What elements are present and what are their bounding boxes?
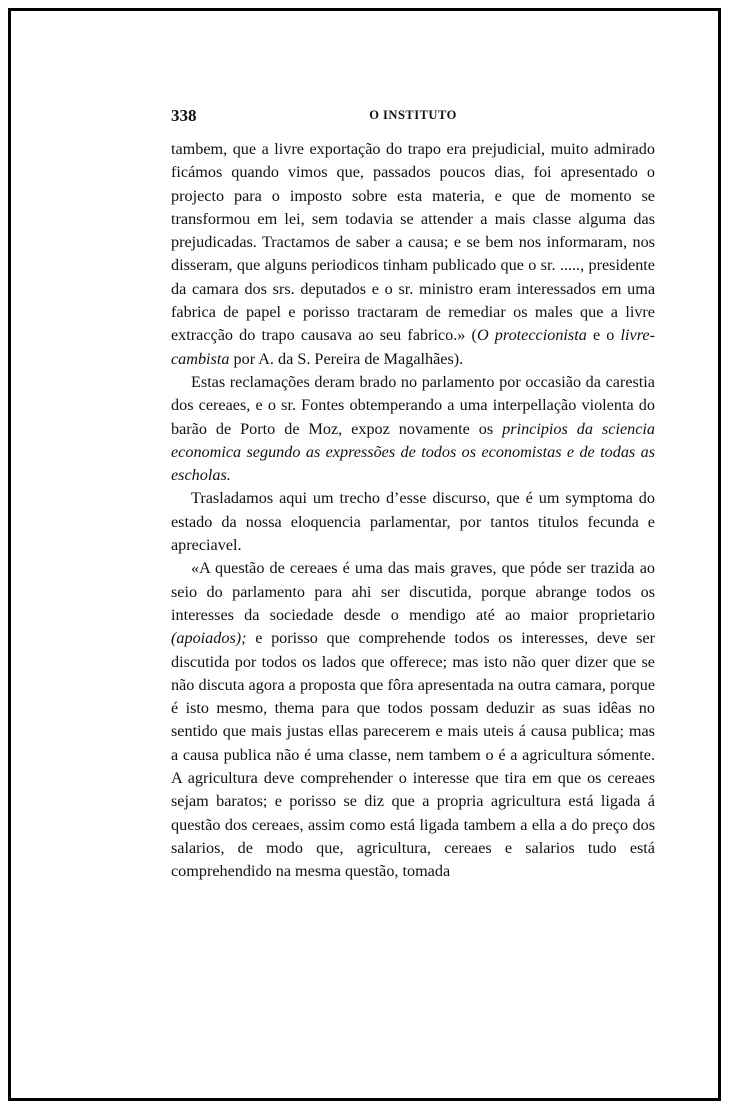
text-segment: Trasladamos aqui um trecho d’esse discurso, que é um symptoma do estado da nossa eloquencia parlamentar, por tantos titulos fecunda e apreciavel.: [171, 489, 655, 555]
text-segment: «A questão de cereaes é uma das mais graves, que póde ser trazida ao seio do parlamento para ahi ser discutida, porque abrange todos os interesses da sociedade desde o mendigo até ao maior proprietario: [171, 559, 655, 624]
italic-text-segment: principios da sciencia economica segundo as expressões de todos os economistas e de todas as escholas.: [171, 419, 655, 485]
italic-text-segment: livre-cambista: [171, 326, 656, 368]
paragraph-4-quote: [171, 557, 655, 883]
italic-text-segment: O proteccionista: [476, 326, 587, 345]
paragraph-3: [171, 487, 655, 557]
book-page: [171, 106, 655, 884]
text-segment: Estas reclamações deram brado no parlamento por occasião da carestia dos cereaes, e o sr. Fontes obtemperando a uma interpellação violenta do barão de Porto de Moz, expoz novamente os: [171, 372, 655, 438]
page-header: [171, 106, 655, 132]
text-segment: tambem, que a livre exportação do trapo era prejudicial, muito admirado ficámos quando vimos que, passados poucos dias, foi apresentado o projecto para o imposto sobre esta materia, e que de momento se transformou em lei, sem todavia se attender a mais classe alguma das prejudicadas. Tractamos de saber a causa; e se bem nos informaram, nos disseram, que alguns periodicos tinham publicado que o sr. ....., presidente da camara dos srs. deputados e o sr. ministro eram interessados em uma fabrica de papel e porisso tractaram de remediar os males que a livre extracção do trapo causava ao seu fabrico.» (: [171, 140, 655, 345]
running-title: O INSTITUTO: [369, 108, 457, 122]
paragraph-1: [171, 138, 655, 371]
text-segment: e porisso que comprehende todos os interesses, deve ser discutida por todos os lados que offerece; mas isto não quer dizer que se não discuta agora a proposta que fôra apresentada na outra camara, porque é isto mesmo, thema para que todos possam deduzir as suas idêas no sentido que mais justas ellas parecerem e mais uteis á causa publica; mas a causa publica não é uma classe, nem tambem o é a agricultura sómente. A agricultura deve comprehender o interesse que tira em que os cereaes sejam baratos; e porisso se diz que a propria agricultura está ligada á questão dos cereaes, assim como está ligada tambem a ella a do preço dos salarios, de modo que, agricultura, cereaes e salarios tudo está comprehendido na mesma questão, tomada: [171, 629, 655, 881]
page-number: 338: [171, 106, 197, 125]
body-text: [171, 138, 655, 884]
text-segment: e o: [586, 326, 621, 345]
italic-text-segment: (apoiados);: [171, 629, 247, 648]
paragraph-2: [171, 371, 655, 487]
text-segment: por A. da S. Pereira de Magalhães).: [229, 349, 464, 368]
page-frame: [8, 8, 721, 1101]
